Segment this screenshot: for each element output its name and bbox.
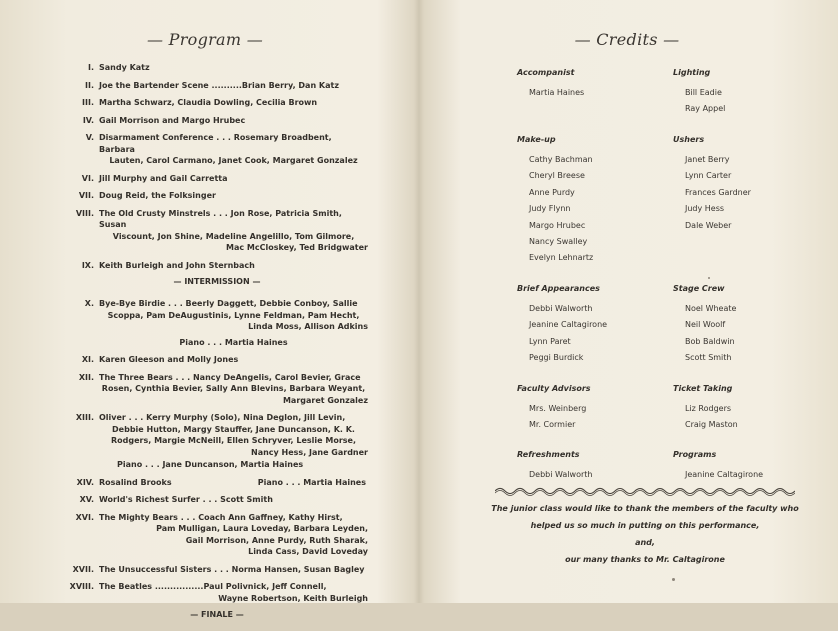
credit-title: Ushers [673,135,705,144]
item-line: Disarmament Conference . . . Rosemary Broadbent, Barbara [99,133,332,154]
piano-credit: Piano . . . Martia Haines [179,337,288,347]
credit-name: Anne Purdy [529,187,575,197]
program-item [66,62,368,74]
credit-name: Margo Hrubec [529,220,586,230]
credit-name: Judy Hess [685,204,725,214]
credit-name: Debbi Walworth [529,304,593,313]
item-text: Keith Burleigh and John Sternbach [99,260,255,270]
credit-name: Nancy Swalley [529,237,588,247]
program-item [66,132,368,167]
credit-name: Ray Appel [685,104,726,114]
item-line: Linda Moss, Allison Adkins [248,322,368,331]
item-text: Karen Gleeson and Molly Jones [99,355,239,364]
credit-name: Mrs. Weinberg [529,404,587,413]
program-item [66,97,368,109]
credit-name: Frances Gardner [685,187,751,197]
credits-list [420,0,838,603]
credit-title: Lighting [673,68,711,77]
credit-name: Bob Baldwin [685,336,735,346]
item-number: V. [85,133,94,142]
credit-title: Faculty Advisors [517,384,591,393]
credit-title: Programs [673,450,717,459]
credit-group-programs [673,450,813,483]
program-item [66,190,368,202]
wavy-divider [495,484,795,498]
program-item [66,173,368,185]
item-number: XIV. [76,477,94,487]
credit-group-brief-appearances [517,284,657,367]
credit-name: Judy Flynn [529,204,571,214]
credit-group-makeup [517,135,657,267]
paper-speck [672,578,675,581]
item-text: Sandy Katz [99,63,150,72]
item-line: Margaret Gonzalez [282,395,368,405]
credit-group-lighting [673,68,813,118]
credit-name: Scott Smith [685,353,732,363]
credit-group-ticket-taking [673,384,813,434]
credit-group-refreshments [517,450,657,483]
item-number: IX. [81,260,94,270]
item-line: Bye-Bye Birdie . . . Beerly Daggett, Debbie Conboy, Sallie [99,299,358,308]
credit-group-accompanist [517,68,657,101]
thanks-line: helped us so much in putting on this performance, [530,521,760,530]
item-number: XV. [79,495,94,504]
credit-title: Ticket Taking [673,384,733,393]
program-heading: — Program — [146,30,264,49]
credit-name: Cathy Bachman [529,155,593,164]
item-line: Wayne Robertson, Keith Burleigh [218,593,368,603]
item-text: Martha Schwarz, Claudia Dowling, Cecilia Brown [99,98,318,107]
finale-label: — FINALE — [190,610,244,619]
credit-name: Bill Eadie [685,88,722,97]
intermission-label: — INTERMISSION — [173,277,261,286]
piano-credit: Piano . . . Jane Duncanson, Martia Haines [117,460,304,469]
program-item [66,564,368,576]
credit-title: Accompanist [517,68,575,77]
item-number: VIII. [75,208,94,218]
item-line: Debbie Hutton, Margy Stauffer, Jane Duncanson, K. K. [112,424,355,434]
credit-name: Jeanine Caltagirone [529,320,608,330]
item-number: XI. [81,355,94,364]
thanks-line: our many thanks to Mr. Caltagirone [565,555,725,564]
item-line: Pam Mulligan, Laura Loveday, Barbara Leyden, [156,524,368,533]
thank-you-note [490,500,800,568]
credit-name: Craig Maston [685,420,738,430]
program-item [66,354,368,366]
item-number: VII. [78,191,94,200]
program-item [66,494,368,506]
item-line: Rosen, Cynthia Bevier, Sally Ann Blevins, Barbara Weyant, [101,384,366,393]
item-number: XVII. [72,564,94,574]
credit-title: Refreshments [517,450,580,459]
credit-name: Debbi Walworth [529,470,593,479]
item-text: Joe the Bartender Scene ..........Brian Berry, Dan Katz [99,80,340,90]
credit-name: Mr. Cormier [529,420,576,430]
item-line: The Old Crusty Minstrels . . . Jon Rose, Patricia Smith, Susan [99,208,342,229]
item-line: Lauten, Carol Carmano, Janet Cook, Margaret Gonzalez [109,156,358,165]
credit-name: Noel Wheate [685,304,737,313]
credit-name: Jeanine Caltagirone [685,470,764,479]
program-item [66,260,368,272]
piano-credit: Piano . . . Martia Haines [257,477,366,487]
item-line: Gail Morrison, Anne Purdy, Ruth Sharak, [185,535,368,545]
credit-name: Dale Weber [685,220,732,230]
item-line: The Mighty Bears . . . Coach Ann Gaffney, Kathy Hirst, [99,512,343,522]
item-text: The Unsuccessful Sisters . . . Norma Hansen, Susan Bagley [99,564,365,574]
credit-name: Martia Haines [529,88,585,97]
program-list [66,62,368,631]
item-number: IV. [82,115,94,125]
item-number: I. [87,63,94,72]
item-line: Nancy Hess, Jane Gardner [251,447,368,457]
item-text: World's Richest Surfer . . . Scott Smith [99,495,273,504]
item-line: Rodgers, Margie McNeill, Ellen Schryver, Leslie Morse, [111,436,356,445]
paper-speck [708,277,710,279]
item-line: Oliver . . . Kerry Murphy (Solo), Nina Deglon, Jill Levin, [99,413,346,422]
item-line: The Three Bears . . . Nancy DeAngelis, Carol Bevier, Grace [99,372,361,382]
item-text: Jill Murphy and Gail Carretta [99,173,228,183]
item-number: XII. [78,372,94,382]
item-number: XIII. [75,413,94,422]
item-line: Linda Cass, David Loveday [248,547,368,556]
item-line: The Beatles ................Paul Polivnick, Jeff Connell, [99,582,327,591]
credit-name: Peggi Burdick [529,353,584,363]
program-item [66,80,368,92]
item-number: III. [82,98,94,107]
item-number: XVI. [75,512,94,522]
credit-name: Evelyn Lehnartz [529,253,594,263]
credit-title: Make-up [517,135,556,144]
credit-title: Brief Appearances [517,284,600,293]
credit-group-faculty-advisors [517,384,657,434]
credits-page [420,0,838,603]
item-number: XVIII. [69,582,94,591]
credit-name: Neil Woolf [685,320,726,330]
program-item [66,298,368,348]
credit-title: Stage Crew [673,284,725,293]
program-item [66,581,368,604]
credit-name: Liz Rodgers [685,404,732,413]
program-item [66,512,368,558]
credit-group-stage-crew [673,284,813,367]
item-line: Mac McCloskey, Ted Bridgwater [226,243,368,252]
item-line: Scoppa, Pam DeAugustinis, Lynne Feldman, Pam Hecht, [107,310,360,320]
credit-group-ushers [673,135,813,234]
credit-name: Lynn Paret [529,336,571,346]
credits-heading: — Credits — [574,30,680,49]
credit-name: Janet Berry [685,155,730,164]
program-item [66,412,368,471]
item-number: II. [85,80,94,90]
program-item [66,372,368,407]
thanks-line: The junior class would like to thank the members of the faculty who [491,504,799,513]
item-text: Doug Reid, the Folksinger [99,191,216,200]
program-item [66,115,368,127]
item-number: VI. [81,173,94,183]
item-text: Gail Morrison and Margo Hrubec [99,115,246,125]
credit-name: Lynn Carter [685,171,732,181]
item-number: X. [84,299,94,308]
item-line: Viscount, Jon Shine, Madeline Angelillo, Tom Gilmore, [112,231,355,241]
credit-name: Cheryl Breese [529,171,585,181]
item-text: Rosalind Brooks [99,477,172,487]
program-page [0,0,418,619]
program-item [66,208,368,254]
program-item [66,477,368,489]
thanks-line: and, [635,538,655,547]
